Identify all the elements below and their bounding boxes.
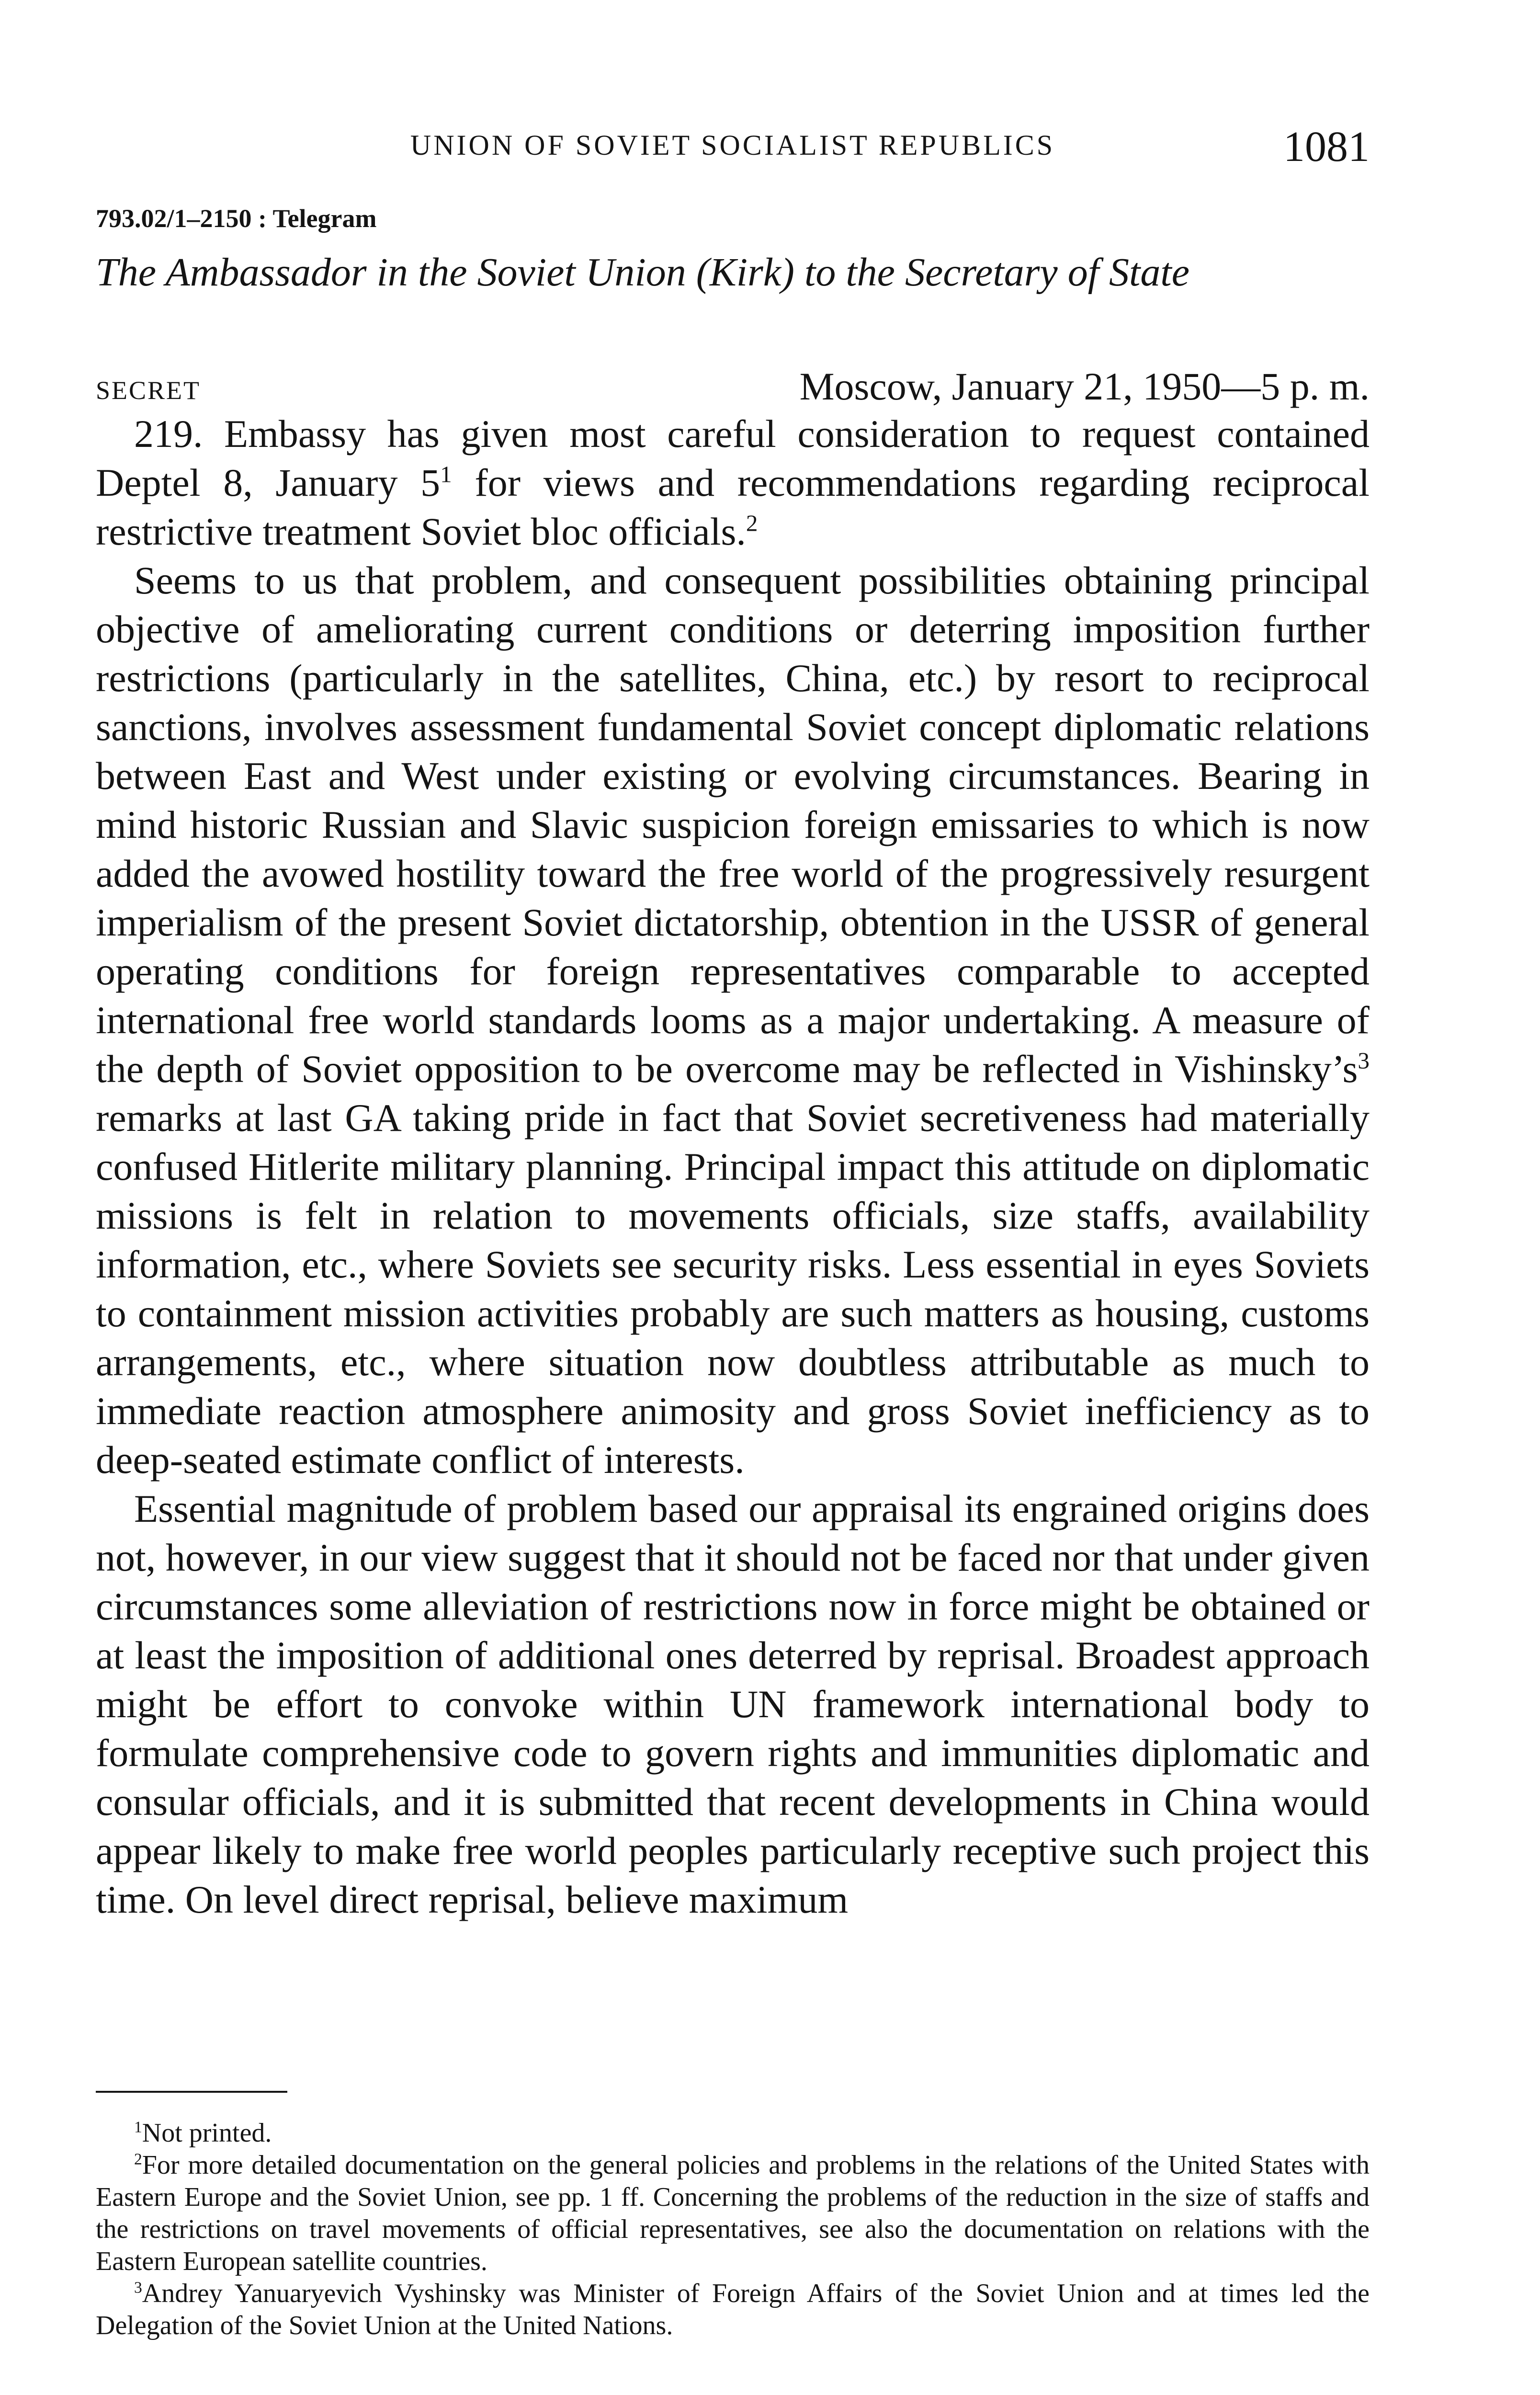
footnote-text: Not printed. bbox=[142, 2118, 272, 2148]
paragraph-3: Essential magnitude of problem based our appraisal its engrained origins does not, however, in our view suggest that it should not be faced nor that under given circumstances some alleviation of restrictions now in force might be obtained or at least the imposition of additional ones deterred by reprisal. Broadest approach might be effort to convoke within UN framework international body to formulate comprehensive code to govern rights and immunities diplomatic and consular officials, and it is submitted that recent developments in China would appear likely to make free world peoples particularly receptive such project this time. On level direct reprisal, believe maximum bbox=[96, 1487, 1370, 1921]
running-title: UNION OF SOVIET SOCIALIST REPUBLICS bbox=[410, 129, 1055, 161]
footnote-ref-3: 3 bbox=[1358, 1047, 1370, 1074]
paragraph-2-part-1: Seems to us that problem, and consequent possibilities obtaining principal objective of ameliorating current conditions or deterring imposition further restrictions (particularly in the satellites, China, etc.) by resort to reciprocal sanctions, involves assessment fundamental Soviet concept diplomatic relations between East and West under existing or evolving circumstances. Bearing in mind historic Russian and Slavic suspicion foreign emissaries to which is now added the avowed hostility toward the free world of the progressively resurgent imperialism of the present Soviet dictatorship, obtention in the USSR of general operating conditions for foreign representatives comparable to accepted international free world standards looms as a major undertaking. A measure of the depth of Soviet opposition to be overcome may be reflected in Vishinsky’s bbox=[96, 559, 1370, 1091]
page-number: 1081 bbox=[1283, 123, 1370, 171]
document-id: 793.02/1–2150 : Telegram bbox=[96, 204, 377, 233]
footnotes bbox=[96, 2117, 1370, 2342]
paragraph-1-part-2: for views and recommendations regarding reciprocal restrictive treatment Soviet bloc officials. bbox=[96, 461, 1370, 553]
footnote-text: Andrey Yanuaryevich Vyshinsky was Minister of Foreign Affairs of the Soviet Union and at times led the Delegation of the Soviet Union at the United Nations. bbox=[96, 2279, 1370, 2340]
footnote bbox=[96, 2149, 1370, 2278]
footnote-ref-1: 1 bbox=[440, 461, 452, 488]
footnote-number: 1 bbox=[134, 2118, 142, 2136]
paragraph-2 bbox=[96, 556, 1370, 1484]
footnote bbox=[96, 2117, 1370, 2149]
document-page bbox=[96, 0, 1370, 2395]
classification-label: SECRET bbox=[96, 376, 201, 405]
body-text bbox=[96, 410, 1370, 1924]
paragraph-1-part-1: 219. Embassy has given most careful consideration to request contained Deptel 8, January 5 bbox=[96, 412, 1370, 504]
footnote bbox=[96, 2278, 1370, 2342]
paragraph-2-part-2: remarks at last GA taking pride in fact that Soviet secretiveness had materially confused Hitlerite military planning. Principal impact this attitude on diplomatic missions is felt in relation to movements officials, size staffs, availability information, etc., where Soviets see security risks. Less essential in eyes Soviets to containment mission activities probably are such matters as housing, customs arrangements, etc., where situation now doubtless attributable as much to immediate reaction atmosphere animosity and gross Soviet inefficiency as to deep-seated estimate conflict of interests. bbox=[96, 1096, 1370, 1482]
footnote-rule bbox=[96, 2091, 287, 2093]
dateline-row bbox=[96, 364, 1370, 412]
footnote-number: 2 bbox=[134, 2150, 142, 2168]
footnote-number: 3 bbox=[134, 2279, 142, 2297]
footnote-text: For more detailed documentation on the general policies and problems in the relations of the United States with Eastern Europe and the Soviet Union, see pp. 1 ff. Concerning the problems of the reduction in the size of staffs and the restrictions on travel movements of official representatives, see also the documentation on relations with the Eastern European satellite countries. bbox=[96, 2150, 1370, 2276]
dateline: Moscow, January 21, 1950—5 p. m. bbox=[799, 365, 1370, 408]
paragraph-1 bbox=[96, 410, 1370, 556]
running-head bbox=[96, 122, 1370, 184]
footnote-ref-2: 2 bbox=[746, 510, 758, 536]
document-heading: The Ambassador in the Soviet Union (Kirk) to the Secretary of State bbox=[96, 250, 1189, 295]
